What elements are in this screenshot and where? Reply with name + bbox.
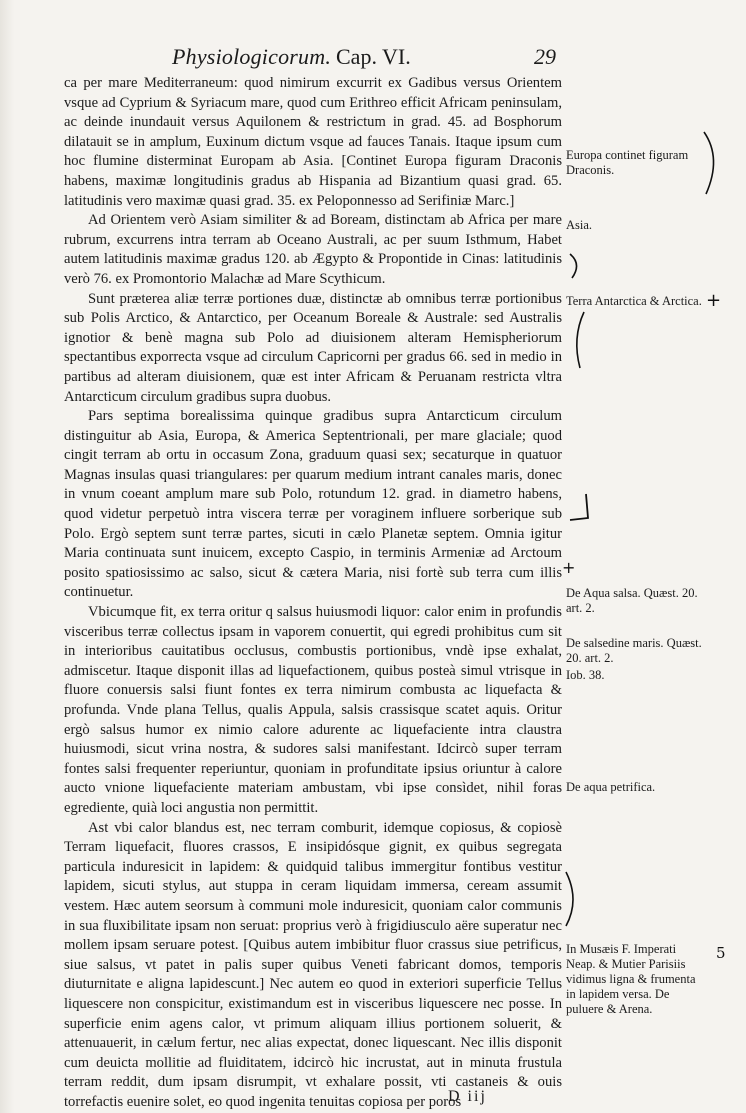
page-number: 29 bbox=[534, 44, 556, 69]
chapter-label: Cap. VI. bbox=[336, 44, 411, 69]
handwritten-curl-icon bbox=[566, 252, 586, 282]
handwritten-bracket-icon bbox=[700, 128, 730, 198]
handwritten-hook-icon bbox=[566, 492, 596, 526]
margin-note-aqua-petrifica: De aqua petrifica. bbox=[566, 780, 656, 794]
paragraph-4: Pars septima borealissima quinque gradibus supra Antarcticum circulum distinguitur ab Asia, Europa, & America Septentrionali, per mare glaciale; quod cingit terram ab ortu in occasum Zona, graduum quasi sex; secaturque in quatuor Magnas insulas quasi triangulares: per quarum medium intrant canales maris, donec in vnum coeant amplum mare sub Polo, rotundum 12. grad. in diametro habens, quod videtur perpetuò intra viscera terræ per voraginem influere sorberique sub Polo. Ergò septem sunt terræ partes, sicuti in cælo Planetæ septem. Omnia igitur Maria continuata sunt inuicem, excepto Caspio, in terminis Armeniæ ad Arctoum posito spatiosissimo ac salso, sicut & cætera Maria, nisi fortè sub terra cum illis continuetur. bbox=[64, 408, 562, 601]
page-edge-shadow bbox=[0, 0, 14, 1113]
paragraph-3: Sunt præterea aliæ terræ portiones duæ, distinctæ ab omnibus terræ portionibus sub Polis Arctico, & Antarctico, per Oceanum Boreale & Australe: sed Australis ignotior & benè magna sub Polo ad diuisionem alteram Hemispheriorum spectantibus exporrecta vsque ad circulum Capricorni per gradus 66. sed in medio in partibus ad alteram diuisionem, quæ est inter Africam & Peruanam restricta vltra Antarcticum circulum gradibus supra duobus. bbox=[64, 290, 562, 405]
main-text-block bbox=[64, 74, 562, 1112]
paragraph-6: Ast vbi calor blandus est, nec terram comburit, idemque copiosus, & copiosè Terram liquefacit, fluores crassos, E insipidósque gignit, ex quibus segregata particula induresicit in lapidem: & quidquid talibus immergitur fontibus vestitur lapidem, sicuti stylus, aut stuppa in ceram liquidam immersa, ceream assumit vestem. Hæc autem seorsum à communi mole induresicit, quoniam calor communis in sua fluxibilitate ipsam non seruat: proprius verò à frigidiusculo aëre superatur nec mollem ipsam seruare potest. [Quibus autem imbibitur fluor crassus siue petrificus, siue salsus, vt patet in palis super quibus Veneti fabricant domos, temporis diuturnitate e aligna lapidescunt.] Nec autem eo quod in exteriori superficie Tellus liquescere non conspicitur, existimandum est in visceribus liquescere nec posse. In superficie enim agens calor, vt primum aliquam illius portionem soluerit, & attenuauerit, in cælum fertur, nec alias expectat, donec liquescant. Nec illis disponit cum deuicta mollitie ad fluiditatem, idcircò hic incrustat, aut in minuta frustula terram reddit, dum ipsam disrumpit, vt exhalare possit, vti castaneis & ouis torrefactis euenire solet, eo quod ingenita tenuitas copiosa per poros bbox=[64, 819, 562, 1110]
paragraph-1: ca per mare Mediterraneum: quod nimirum excurrit ex Gadibus versus Orientem vsque ad Cyprium & Syriacum mare, quod cum Erithreo efficit Africam peninsulam, ac deinde inundauit versus Aquilonem & restrictum in grad. 45. ad Bosphorum dilatauit se in amplum, Euxinum dictum vsque ad fauces Tanais. Itaque ipsum cum hoc flumine disterminat Europam ab Asia. [Continet Europa figuram Draconis habens, maximæ longitudinis gradus ab Hispania ad Bizantium quasi grad. 65. latitudinis vero maximæ quasi grad. 35. ex Peloponnesso ad Serifiniæ Marc.] bbox=[64, 75, 562, 209]
paragraph-2: Ad Orientem verò Asiam similiter & ad Boream, distinctam ab Africa per mare rubrum, excurrens intra terram ab Oceano Australi, ac per suum Isthmum, Habet autem latitudinis maximæ gradus 120. ab Ægypto & Propontide in Cinas: latitudinis verò 76. ex Promontorio Malachæ ad Mare Scythicum. bbox=[64, 212, 562, 287]
margin-note-aqua-salsa: De Aqua salsa. Quæst. 20. art. 2. bbox=[566, 586, 698, 615]
signature-mark: D iij bbox=[448, 1088, 487, 1105]
margin-note-salsedine: De salsedine maris. Quæst. 20. art. 2. bbox=[566, 636, 702, 665]
margin-note-musaeis: In Musæis F. Imperati Neap. & Mutier Parisiis vidimus ligna & frumenta in lapidem versa. De puluere & Arena. bbox=[566, 942, 696, 1016]
handwritten-plus-mark-2: + bbox=[562, 558, 576, 577]
margin-note-iob: Iob. 38. bbox=[566, 668, 605, 682]
handwritten-bracket-icon-2 bbox=[562, 868, 582, 930]
handwritten-line-icon bbox=[566, 310, 590, 370]
handwritten-plus-mark: + bbox=[706, 290, 722, 311]
margin-note-asia: Asia. bbox=[566, 218, 593, 232]
handwritten-five-mark: 5 bbox=[716, 944, 726, 962]
running-header bbox=[0, 44, 746, 70]
paragraph-5: Vbicumque fit, ex terra oritur q salsus huiusmodi liquor: calor enim in profundis visceribus terræ collectus ipsam in vaporem conuertit, qui egredi prohibitus cum sit in interioribus cauitatibus occlusus, combustis portionibus, vndè ipse exhalat, admiscetur. Itaque disponit illas ad liquefactionem, quibus posteà simul vtrisque in fluore conuersis salsi fiunt fontes ex terra nimirum combusta ac liquefacta & profunda. Vnde plana Tellus, qualis Appula, salsis crassisque scatet aquis. Oritur ergò salsus humor ex nimio calore adurente ac liquefaciente intra claustra huiusmodi, sicut vrina nostra, & sudores salsi manifestant. Idcircò super terram fontes salsi frequenter reperiuntur, quoniam in profunditate ipsius oriuntur à calore aucto vnione liquefaciente materiam ambustam, vbi ipse consìdet, nihil foras egrediente, quià loci angustia non permittit. bbox=[64, 604, 562, 816]
margin-note-europa: Europa continet figuram Draconis. bbox=[566, 148, 689, 177]
margin-note-antarctica: Terra Antarctica & Arctica. bbox=[566, 294, 702, 308]
running-title: Physiologicorum. bbox=[172, 44, 332, 69]
